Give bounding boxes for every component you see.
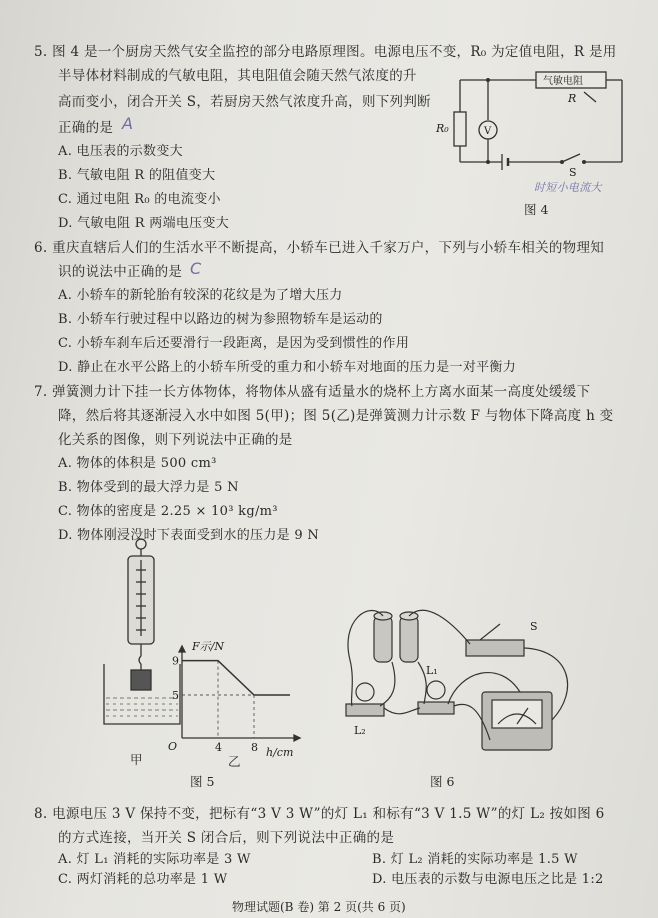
q6-option-b: B. 小轿车行驶过程中以路边的树为参照物轿车是运动的 — [58, 312, 383, 327]
q5-answer-mark: A — [122, 114, 134, 133]
q7-option-d: D. 物体刚浸没时下表面受到水的压力是 9 N — [58, 528, 320, 543]
q7-option-b: B. 物体受到的最大浮力是 5 N — [58, 480, 239, 495]
q7-option-a: A. 物体的体积是 500 cm³ — [58, 456, 217, 471]
q6-option-c: C. 小轿车刹车后还要滑行一段距离，是因为受到惯性的作用 — [58, 336, 410, 351]
q8-option-d: D. 电压表的示数与电源电压之比是 1:2 — [372, 872, 604, 887]
q5-option-c: C. 通过电阻 R₀ 的电流变小 — [58, 192, 221, 207]
fig5-xlabel: h/cm — [266, 746, 294, 759]
fig4-switch-label: S — [569, 166, 577, 179]
figure-5-graph — [168, 640, 310, 759]
q8-line-2: 的方式连接，当开关 S 闭合后，则下列说法中正确的是 — [58, 830, 395, 846]
q8-option-a: A. 灯 L₁ 消耗的实际功率是 3 W — [58, 852, 251, 867]
fig4-caption: 图 4 — [524, 202, 549, 217]
fig4-r0-label: R₀ — [436, 122, 449, 135]
fig5-ytick-5: 5 — [172, 689, 179, 702]
q8-option-c: C. 两灯消耗的总功率是 1 W — [58, 872, 228, 887]
figure-6-circuit — [330, 600, 630, 770]
page-footer: 物理试题(B 卷) 第 2 页(共 6 页) — [232, 900, 406, 914]
fig6-l2-label: L₂ — [354, 724, 366, 737]
fig5-origin: O — [168, 740, 178, 753]
fig5-xtick-4: 4 — [215, 741, 222, 754]
q7-option-c: C. 物体的密度是 2.25 × 10³ kg/m³ — [58, 504, 278, 519]
fig5-caption: 图 5 — [190, 774, 215, 789]
fig5-right-label: 乙 — [228, 754, 241, 769]
fig6-l1-label: L₁ — [426, 664, 438, 677]
fig4-r-label: R — [568, 92, 577, 105]
q5-option-a: A. 电压表的示数变大 — [58, 144, 183, 159]
q6-answer-mark: C — [190, 259, 202, 278]
fig5-xtick-8: 8 — [251, 741, 258, 754]
q5-line-4: 正确的是 — [58, 120, 114, 136]
q7-line-1: 7. 弹簧测力计下挂一长方体物体，将物体从盛有适量水的烧杯上方离水面某一高度处缓缓下 — [34, 384, 591, 400]
fig5-left-label: 甲 — [130, 752, 143, 767]
fig5-ytick-9: 9 — [172, 654, 179, 668]
q7-line-2: 降，然后将其逐渐浸入水中如图 5(甲)；图 5(乙)是弹簧测力计示数 F 与物体下降高度 h 变 — [58, 408, 614, 424]
q5-option-b: B. 气敏电阻 R 的阻值变大 — [58, 168, 216, 183]
fig5-series-line — [182, 661, 290, 695]
q5-line-3: 高而变小，闭合开关 S，若厨房天然气浓度升高，则下列判断 — [58, 94, 431, 110]
q6-option-d: D. 静止在水平公路上的小轿车所受的重力和小轿车对地面的压力是一对平衡力 — [58, 360, 517, 375]
q6-line-1: 6. 重庆直辖后人们的生活水平不断提高，小轿车已进入千家万户，下列与小轿车相关的物理知 — [34, 240, 605, 256]
q5-line-2: 半导体材料制成的气敏电阻，其电阻值会随天然气浓度的升 — [58, 68, 417, 84]
q5-option-d: D. 气敏电阻 R 两端电压变大 — [58, 216, 230, 231]
q6-line-2: 识的说法中正确的是 — [58, 264, 183, 280]
q7-line-3: 化关系的图像，则下列说法中正确的是 — [58, 432, 293, 448]
fig4-sensor-label: 气敏电阻 — [543, 76, 583, 87]
q5-line-1: 5. 图 4 是一个厨房天然气安全监控的部分电路原理图。电源电压不变，R₀ 为定值电阻，R 是用 — [34, 44, 617, 60]
q6-option-a: A. 小轿车的新轮胎有较深的花纹是为了增大压力 — [58, 288, 343, 303]
fig6-switch-label: S — [530, 620, 538, 633]
fig4-handnote: 时短小电流大 — [534, 181, 602, 194]
fig6-caption: 图 6 — [430, 774, 455, 789]
fig4-voltmeter-label: V — [484, 126, 492, 137]
q8-line-1: 8. 电源电压 3 V 保持不变，把标有“3 V 3 W”的灯 L₁ 和标有“3 V 1.5 W”的灯 L₂ 按如图 6 — [34, 806, 605, 822]
q8-option-b: B. 灯 L₂ 消耗的实际功率是 1.5 W — [372, 852, 578, 867]
fig5-ylabel: F示/N — [192, 640, 224, 653]
